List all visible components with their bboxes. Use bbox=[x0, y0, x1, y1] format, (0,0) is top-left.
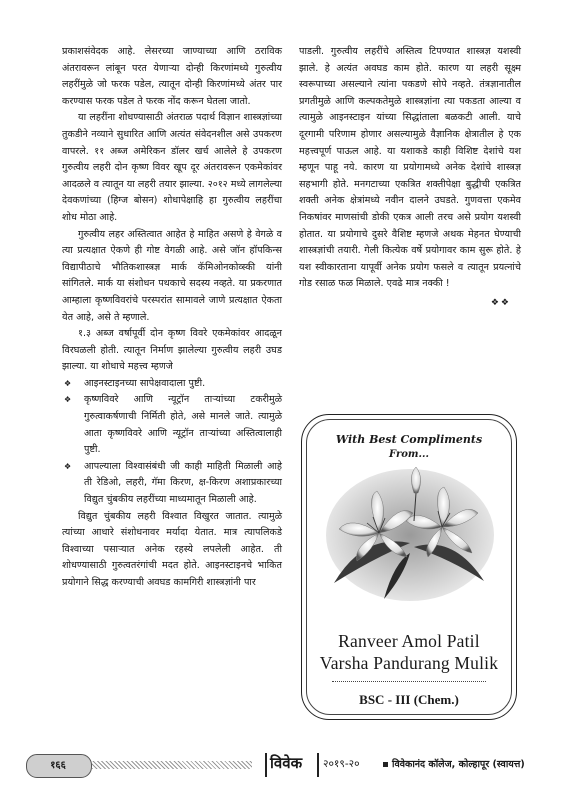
paragraph: प्रकाशसंवेदक आहे. लेसरच्या जाण्याच्या आणि ठराविक अंतरावरून लांबून परत येणाऱ्या दोन्ही किरणांमध्ये गुरुत्वीय लहरींमुळे जो फरक पडेल, त्यातून दोन्ही किरणांमध्ये अंतर पार करण्यास फरक पडेल ते फरक नोंद करून घेतला जातो. bbox=[62, 46, 282, 107]
left-article-column bbox=[62, 44, 282, 592]
paragraph: विद्युत चुंबकीय लहरी विश्वात विखुरत जातात. त्यामुळे त्यांच्या आधारे संशोधनावर मर्यादा येतात. मात्र त्यापलिकडे विश्वाच्या पसाऱ्यात अनेक रहस्ये लपलेली आहेत. ती शोधण्यासाठी गुरुत्वतरंगांची मदत होते. आइनस्टाइनचे भाकित प्रयोगाने सिद्ध करण्याची अवघड कामगिरी शास्त्रज्ञांनी पार bbox=[62, 510, 282, 588]
footer-hatch-decoration bbox=[92, 761, 252, 769]
ad-subheading: From... bbox=[389, 449, 429, 460]
list-item: ❖ आपल्याला विश्वासंबंधी जी काही माहिती मिळाली आहे ती रेडिओ, लहरी, गॅमा किरण, क्ष-किरण अशाप्रकारच्या विद्युत चुंबकीय लहरींच्या माध्यमातून मिळाली आहे. bbox=[62, 459, 282, 509]
paragraph: १.३ अब्ज वर्षापूर्वी दोन कृष्ण विवरे एकमेकांवर आदळून विरघळली होती. त्यातून निर्माण झालेल्या गुरुत्वीय लहरी उघड झाल्या. या शोधाचे महत्त्व म्हणजे bbox=[62, 328, 282, 373]
list-item: ❖ कृष्णविवरे आणि न्यूट्रॉन ताऱ्यांच्या टकरीमुळे गुरुत्वाकर्षणाची निर्मिती होते, असे मानले जाते. त्यामुळे आता कृष्णविवरे आणि न्यूट्रॉन ताऱ्यांच्या अस्तित्वालाही पुष्टी. bbox=[62, 392, 282, 458]
page-number: १६६ bbox=[50, 760, 66, 771]
lily-flower-icon bbox=[324, 463, 496, 603]
end-of-article-mark: ❖❖ bbox=[490, 297, 511, 308]
sponsor-name: Ranveer Amol Patil bbox=[338, 631, 480, 651]
compliments-advertisement bbox=[301, 414, 517, 720]
page-footer bbox=[0, 743, 580, 800]
paragraph: पाडली. गुरुत्वीय लहरींचे अस्तित्व टिपण्यात शास्त्रज्ञ यशस्वी झाले. हे अत्यंत अवघड काम होते. कारण या लहरी सूक्ष्म स्वरूपाच्या असल्याने त्यांना पकडणे सोपे नव्हते. तंत्रज्ञानातील प्रगतीमुळे आणि कल्पकतेमुळे शास्त्रज्ञांना त्या पकडता आल्या व त्यामुळे आइनस्टाइन यांच्या सिद्धांताला बळकटी आली. याचे दूरगामी परिणाम होणार असल्यामुळे वैज्ञानिक क्षेत्रातील हे एक महत्त्वपूर्ण पाऊल आहे. या यशाकडे काही विशिष्ट देशांचे यश म्हणून पाहू नये. कारण या प्रयोगामध्ये अनेक देशांचे शास्त्रज्ञ सहभागी होते. मनगटाच्या एकत्रित शक्तीपेक्षा बुद्धीची एकत्रित शक्ती अनेक क्षेत्रांमध्ये नवीन दालने उघडते. गुणवत्ता एकमेव निकषांवर माणसांची डोकी एकत्र आली तरच असे प्रयोग यशस्वी होतात. या प्रयोगाचे दुसरे वैशिष्ट म्हणजे अथक मेहनत घेण्याची शास्त्रज्ञांची तयारी. गेली कित्येक वर्षे प्रयोगावर काम सुरू होते. हे यश स्वीकारताना यापूर्वी अनेक प्रयोग फसले व त्यातून प्रयत्नांचे गोड रसाळ फळ मिळाले. एवढे मात्र नक्की ! bbox=[299, 46, 521, 290]
magazine-title: विवेक bbox=[270, 754, 303, 772]
divider bbox=[317, 753, 319, 777]
ad-heading: With Best Compliments bbox=[335, 433, 483, 446]
divider bbox=[265, 753, 267, 777]
paragraph: या लहरींना शोधण्यासाठी अंतराळ पदार्थ विज्ञान शास्त्रज्ञांच्या तुकडीने नव्याने सुधारित आणि अत्यंत संवेदनशील असे उपकरण वापरले. ११ अब्ज अमेरिकन डॉलर खर्च आलेले हे उपकरण गुरुत्वीय लहरी दोन कृष्ण विवर खूप दूर अंतरावरून एकमेकांवर आदळले व त्यातून या लहरी तयार झाल्या. २०१२ मध्ये लागलेल्या देवकणांच्या (हिग्ज बोसन) शोधापेक्षाहि हा गुरुत्वीय लहरींचा शोध मोठा आहे. bbox=[62, 112, 283, 223]
magazine-year: २०१९-२० bbox=[323, 758, 360, 770]
bullet-square-icon bbox=[383, 762, 388, 767]
significance-list bbox=[62, 376, 282, 509]
right-article-column bbox=[299, 44, 521, 312]
sponsor-class: BSC - III (Chem.) bbox=[359, 692, 459, 707]
divider bbox=[332, 681, 486, 682]
sponsor-name: Varsha Pandurang Mulik bbox=[319, 653, 499, 673]
college-name bbox=[383, 757, 525, 770]
paragraph: गुरुत्वीय लहर अस्तित्वात आहेत हे माहित असणे हे वेगळे व त्या प्रत्यक्षात ऐकणे ही गोष्ट वेगळी आहे. असे जॉन हॉपकिन्स विद्यापीठाचे भौतिकशास्त्रज्ञ मार्क कॅमिओनकोव्स्की यांनी सांगितले. मार्क या संशोधन पथकाचे सदस्य नव्हते. या प्रकरणात आम्हाला कृष्णविवरांचे परस्परांत सामावले जाणे प्रत्यक्षात ऐकता येत आहे, असे ते म्हणाले. bbox=[62, 228, 282, 323]
college-name-text: विवेकानंद कॉलेज, कोल्हापूर (स्वायत्त) bbox=[392, 759, 525, 770]
list-item: ❖ आइनस्टाइनच्या सापेक्षवादाला पुष्टी. bbox=[62, 376, 282, 393]
